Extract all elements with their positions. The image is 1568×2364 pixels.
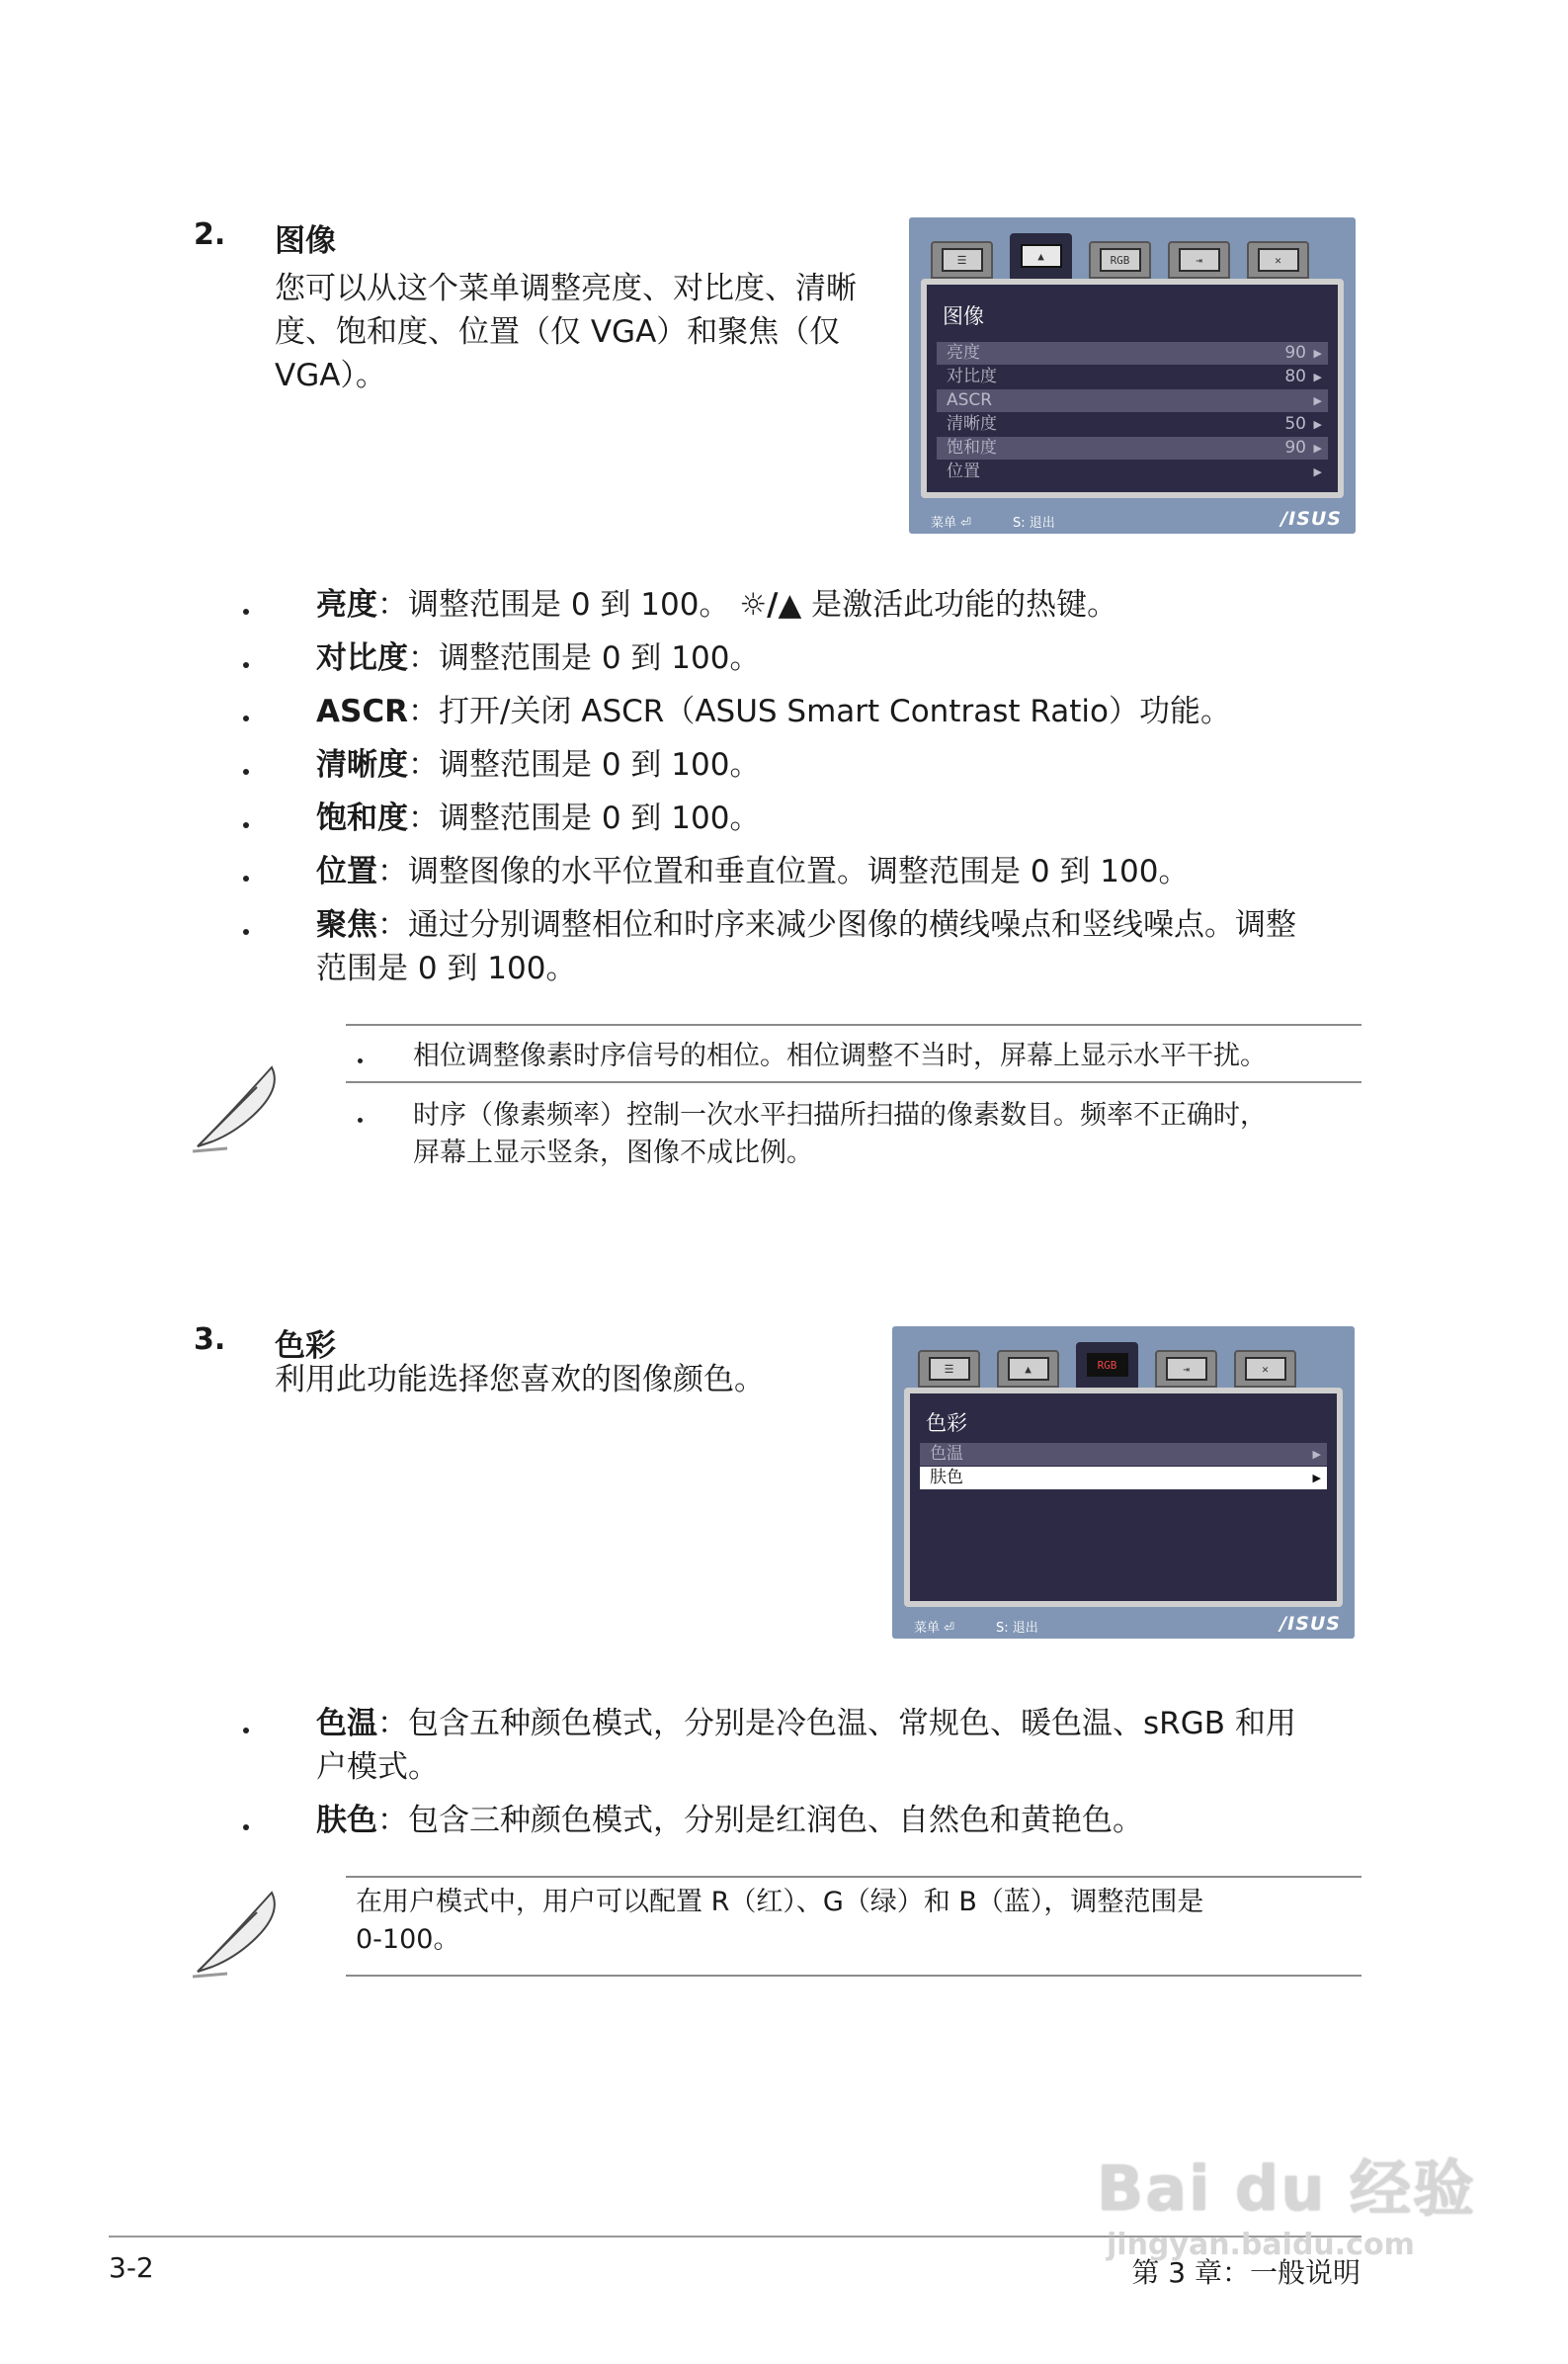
watermark-brand: Bai du 经验 — [1097, 2153, 1477, 2225]
note-text: 时序（像素频率）控制一次水平扫描所扫描的像素数目。频率不正确时， 屏幕上显示竖条，图像不成比例。 — [413, 1100, 1267, 1168]
bullet-position: 位置：调整图像的水平位置和垂直位置。调整范围是 0 到 100。 — [316, 854, 1190, 889]
arrow-right-icon: ▶ — [1313, 347, 1322, 360]
section-number: 2. — [194, 217, 226, 252]
bullet-dot — [243, 822, 249, 828]
osd-tab-input — [1168, 241, 1230, 279]
osd-footer-menu: 菜单 ⏎ — [931, 516, 972, 531]
arrow-right-icon: ▶ — [1313, 465, 1322, 478]
bullet-contrast: 对比度：调整范围是 0 到 100。 — [316, 640, 761, 676]
bullet-color-temp: 色温：包含五种颜色模式，分别是冷色温、常规色、暖色温、sRGB 和用 户模式。 — [316, 1706, 1296, 1785]
bullet-dot — [243, 716, 249, 721]
feather-note-icon — [188, 1057, 287, 1156]
osd-row-saturation: 饱和度 90 ▶ — [937, 437, 1328, 460]
osd-tab-color — [1089, 241, 1151, 279]
arrow-right-icon: ▶ — [1313, 442, 1322, 455]
arrow-right-icon: ▶ — [1312, 1472, 1321, 1484]
osd-tab-bar — [921, 233, 1344, 279]
sliders-icon: ☰ — [929, 1357, 970, 1381]
bullet-dot — [243, 1824, 249, 1830]
osd-tab-image — [997, 1350, 1059, 1388]
note-rule — [346, 1024, 1362, 1026]
feather-note-icon — [188, 1883, 287, 1982]
sliders-icon: ☰ — [942, 248, 983, 272]
hotkey-icon: ☼/▲ — [739, 587, 802, 623]
osd-row-sharpness: 清晰度 50 ▶ — [947, 414, 1322, 434]
watermark-url: jingyan.baidu.com — [1107, 2228, 1415, 2262]
note-rule — [346, 1876, 1362, 1878]
rgb-icon: RGB — [1087, 1353, 1128, 1377]
enter-icon: ⏎ — [960, 516, 972, 531]
asus-logo: /ISUS — [1279, 1613, 1341, 1635]
section-description: 您可以从这个菜单调整亮度、对比度、清晰 度、饱和度、位置（仅 VGA）和聚焦（仅 VGA）。 — [275, 271, 857, 393]
section-number: 3. — [194, 1322, 226, 1357]
osd-row-contrast: 对比度 80 ▶ — [947, 367, 1322, 386]
osd-tab-bar — [904, 1342, 1343, 1388]
bullet-dot — [243, 876, 249, 882]
osd-panel — [921, 279, 1344, 498]
page-number: 3-2 — [109, 2251, 154, 2284]
bullet-focus: 聚焦：通过分别调整相位和时序来减少图像的横线噪点和竖线噪点。调整 范围是 0 到 100。 — [316, 907, 1296, 986]
picture-icon: ▲ — [1008, 1357, 1049, 1381]
section-title: 色彩 — [275, 1328, 336, 1364]
note-rule — [346, 1081, 1362, 1083]
input-select-icon: ⇥ — [1179, 248, 1220, 272]
osd-footer — [909, 504, 1356, 534]
bullet-ascr: ASCR：打开/关闭 ASCR（ASUS Smart Contrast Ratio）功能。 — [316, 694, 1231, 729]
note-text: 在用户模式中，用户可以配置 R（红）、G（绿）和 B（蓝），调整范围是 0-100。 — [356, 1887, 1204, 1955]
arrow-right-icon: ▶ — [1313, 371, 1322, 383]
tools-icon: ✕ — [1245, 1357, 1286, 1381]
section-title: 图像 — [275, 223, 336, 259]
asus-logo: /ISUS — [1280, 508, 1342, 530]
note-text: 相位调整像素时序信号的相位。相位调整不当时，屏幕上显示水平干扰。 — [413, 1041, 1267, 1071]
osd-image-menu — [909, 217, 1356, 534]
bullet-dot — [243, 929, 249, 935]
osd-footer-exit: S: 退出 — [996, 1621, 1038, 1636]
bullet-saturation: 饱和度：调整范围是 0 到 100。 — [316, 801, 761, 836]
note-dot — [358, 1118, 363, 1123]
arrow-right-icon: ▶ — [1313, 418, 1322, 431]
osd-row-ascr: ASCR ▶ — [937, 389, 1328, 412]
arrow-right-icon: ▶ — [1312, 1448, 1321, 1461]
osd-tab-input — [1155, 1350, 1217, 1388]
note-rule — [346, 1975, 1362, 1977]
input-select-icon: ⇥ — [1166, 1357, 1207, 1381]
osd-tab-color — [1076, 1342, 1138, 1388]
osd-panel — [904, 1388, 1343, 1607]
osd-footer-menu: 菜单 ⏎ — [914, 1621, 955, 1636]
enter-icon: ⏎ — [944, 1621, 955, 1636]
osd-heading: 图像 — [943, 304, 984, 328]
osd-color-menu — [892, 1326, 1355, 1639]
bullet-skin-tone: 肤色：包含三种颜色模式，分别是红润色、自然色和黄艳色。 — [316, 1803, 1143, 1838]
osd-row-skin-tone: 肤色 ▶ — [920, 1467, 1327, 1489]
bullet-brightness: 亮度：调整范围是 0 到 100。 ☼/▲ 是激活此功能的热键。 — [316, 587, 1118, 623]
osd-footer — [892, 1609, 1355, 1639]
osd-footer-exit: S: 退出 — [1013, 516, 1055, 531]
baidu-watermark — [1097, 2140, 1476, 2262]
osd-row-color-temp: 色温 ▶ — [920, 1443, 1327, 1466]
osd-tab-image — [1010, 233, 1072, 279]
bullet-sharpness: 清晰度：调整范围是 0 到 100。 — [316, 747, 761, 783]
bullet-dot — [243, 769, 249, 775]
rgb-icon: RGB — [1100, 248, 1141, 272]
bullet-dot — [243, 609, 249, 615]
osd-tab-splendid — [918, 1350, 980, 1388]
bullet-dot — [243, 662, 249, 668]
osd-row-brightness: 亮度 90 ▶ — [937, 342, 1328, 365]
section-description: 利用此功能选择您喜欢的图像颜色。 — [275, 1362, 765, 1397]
picture-icon: ▲ — [1021, 244, 1062, 268]
note-dot — [358, 1058, 363, 1063]
osd-tab-system — [1234, 1350, 1296, 1388]
chapter-title: 第 3 章：一般说明 — [1131, 2256, 1361, 2289]
osd-tab-system — [1247, 241, 1309, 279]
tools-icon: ✕ — [1258, 248, 1299, 272]
osd-tab-splendid — [931, 241, 993, 279]
osd-heading: 色彩 — [926, 1411, 967, 1435]
osd-row-position: 位置 ▶ — [947, 462, 1322, 481]
bullet-dot — [243, 1728, 249, 1733]
arrow-right-icon: ▶ — [1313, 394, 1322, 407]
